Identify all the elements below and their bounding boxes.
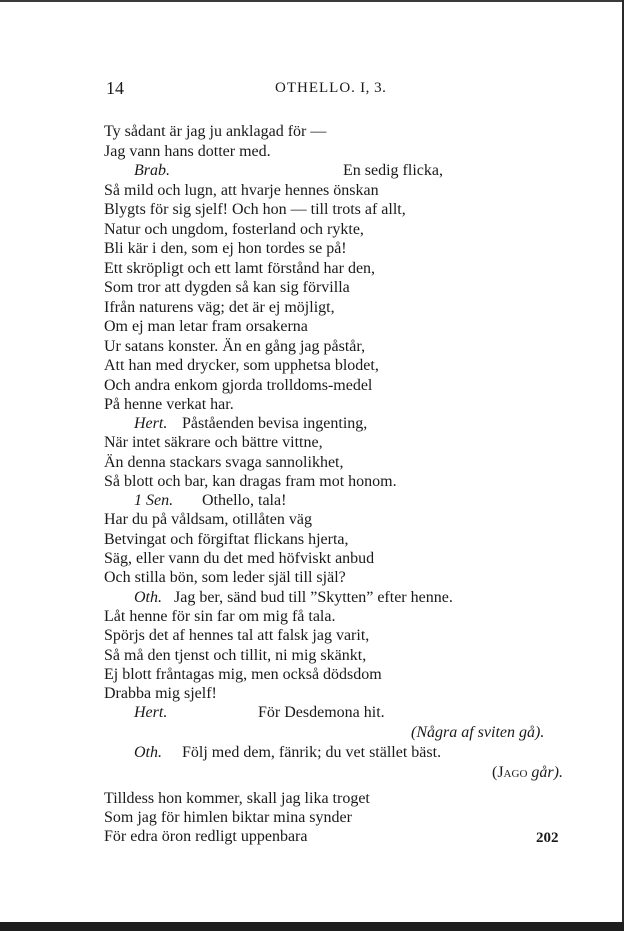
verse-line: Jag ber, sänd bud till ”Skytten” efter henne. xyxy=(174,589,453,606)
running-title: OTHELLO. xyxy=(275,80,356,96)
stage-verb: går). xyxy=(531,764,563,781)
speaker-name: Oth. xyxy=(134,589,162,606)
page-edge-bottom xyxy=(0,922,624,931)
verse-line: Blygts för sig sjelf! Och hon — till trots af allt, xyxy=(104,201,406,218)
stage-character: (Jago xyxy=(492,764,528,781)
verse-line: Om ej man letar fram orsakerna xyxy=(104,318,308,335)
verse-line: Påståenden bevisa ingenting, xyxy=(182,415,368,432)
verse-line: När intet säkrare och bättre vittne, xyxy=(104,434,323,451)
speaker-name: Hert. xyxy=(134,415,168,432)
verse-line: En sedig flicka, xyxy=(343,162,443,179)
verse-line: Natur och ungdom, fosterland och rykte, xyxy=(104,221,364,238)
verse-line: Ett skröpligt och ett lamt förstånd har den, xyxy=(104,260,376,277)
verse-line: Ur satans konster. Än en gång jag påstår, xyxy=(104,338,366,355)
act-scene: I, 3. xyxy=(360,80,387,96)
verse-line: Låt henne för sin far om mig få tala. xyxy=(104,608,336,625)
verse-line: Ifrån naturens väg; det är ej möjligt, xyxy=(104,299,335,316)
page-number: 14 xyxy=(106,78,124,98)
verse-line: Ty sådant är jag ju anklagad för — xyxy=(104,123,327,140)
signature-mark: 202 xyxy=(536,830,559,846)
verse-line: Än denna stackars svaga sannolikhet, xyxy=(104,454,344,471)
verse-line: Har du på våldsam, otillåten väg xyxy=(104,511,312,528)
verse-line: Jag vann hans dotter med. xyxy=(104,143,271,160)
stage-direction xyxy=(492,764,563,782)
verse-line: Othello, tala! xyxy=(202,492,287,509)
verse-line: Som tror att dygden så kan sig förvilla xyxy=(104,279,350,296)
verse-line: Så mild och lugn, att hvarje hennes önskan xyxy=(104,182,379,199)
verse-line: Bli kär i den, som ej hon tordes se på! xyxy=(104,240,347,257)
verse-line: På henne verkat har. xyxy=(104,396,234,413)
page-edge-top xyxy=(0,0,624,2)
running-head xyxy=(275,80,386,97)
speaker-name: Brab. xyxy=(134,162,170,179)
verse-line: Så må den tjenst och tillit, ni mig skänkt, xyxy=(104,647,367,664)
speaker-name: 1 Sen. xyxy=(134,492,174,509)
verse-line: Tilldess hon kommer, skall jag lika troget xyxy=(104,790,370,807)
verse-line: För Desdemona hit. xyxy=(258,704,385,721)
verse-line: Som jag för himlen biktar mina synder xyxy=(104,809,352,826)
verse-line: För edra öron redligt uppenbara xyxy=(104,828,308,845)
stage-direction: (Några af sviten gå). xyxy=(411,724,545,741)
verse-line: Att han med drycker, som upphetsa blodet, xyxy=(104,357,379,374)
speaker-name: Hert. xyxy=(134,704,168,721)
verse-line: Ej blott fråntagas mig, men också dödsdom xyxy=(104,666,382,683)
verse-line: Säg, eller vann du det med höfviskt anbud xyxy=(104,550,375,567)
verse-line: Så blott och bar, kan dragas fram mot honom. xyxy=(104,473,397,490)
verse-line: Spörjs det af hennes tal att falsk jag varit, xyxy=(104,627,370,644)
speaker-name: Oth. xyxy=(134,744,162,761)
verse-line: Och andra enkom gjorda trolldoms-medel xyxy=(104,377,373,394)
verse-line: Och stilla bön, som leder själ till själ? xyxy=(104,569,346,586)
verse-line: Drabba mig sjelf! xyxy=(104,685,217,702)
verse-line: Betvingat och förgiftat flickans hjerta, xyxy=(104,531,349,548)
verse-line: Följ med dem, fänrik; du vet stället bäst. xyxy=(182,744,442,761)
